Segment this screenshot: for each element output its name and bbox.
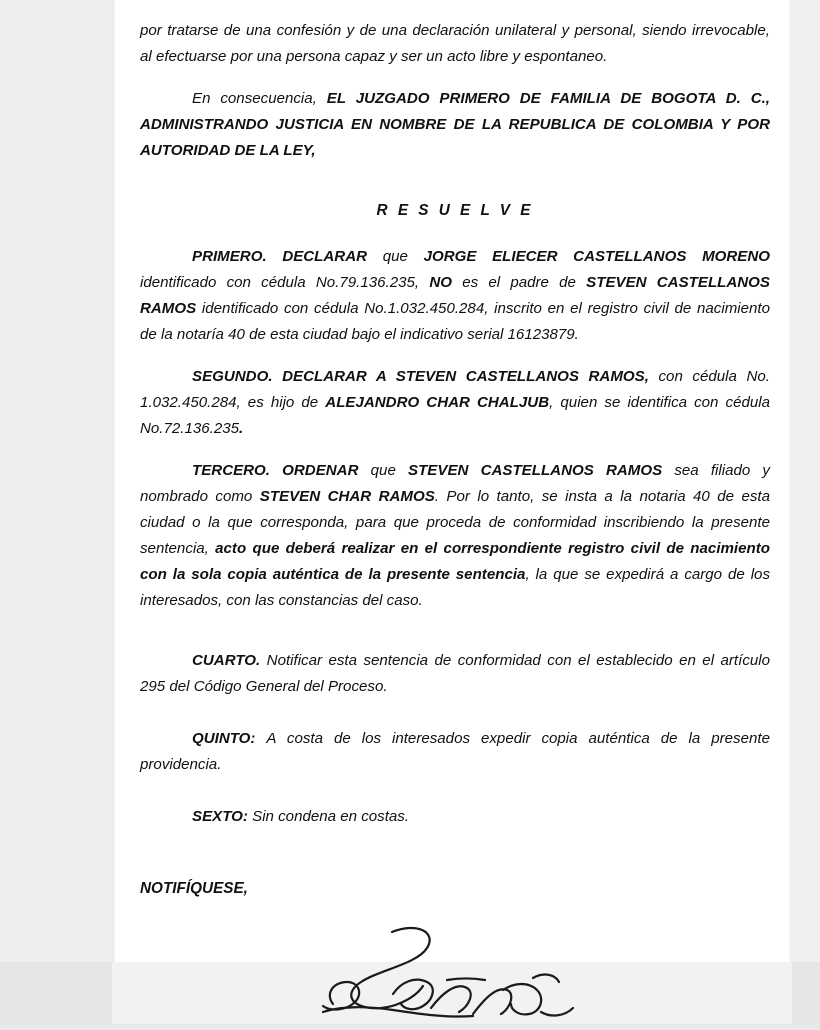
text-run: EL JUZGADO PRIMERO DE FAMILIA DE BOGOTA D. C., ADMINISTRANDO JUSTICIA EN NOMBRE DE LA REPUBLICA DE COLOMBIA Y POR AUTORIDAD DE LA LEY, [140,90,770,159]
text-run: PRIMERO. DECLARAR [192,248,383,265]
text-run: ALEJANDRO CHAR CHALJUB [325,394,550,411]
text-run: SEXTO: [192,808,253,825]
text-run: . Por lo tanto, se insta a la notaria 40 de esta ciudad o la que corresponda, para que proceda de conformidad inscribiendo la presente sentencia, [140,488,771,557]
text-run: por tratarse de una confesión y de una declaración unilateral y personal, siendo irrevocable, al efectuarse por una persona capaz y ser un acto libre y espontaneo. [140,22,770,65]
text-run: TERCERO. ORDENAR [192,462,371,479]
text-run: Notificar esta sentencia de conformidad con el establecido en el artículo 295 del Código General del Proceso. [140,652,771,695]
text-run: STEVEN CHAR RAMOS [259,488,435,505]
document-sheet [112,0,792,1024]
text-run: Sin condena en costas. [252,808,410,825]
paragraph-primero [140,244,770,348]
text-run: En consecuencia, [192,90,327,107]
text-run: , la que se expedirá a cargo de los interesados, con las constancias del caso. [140,566,770,609]
text-run: identificado con cédula No.79.136.235, [140,274,430,291]
paragraph-segundo [140,364,770,442]
text-run: es el padre de [462,274,587,291]
text-run: CUARTO. [192,652,267,669]
signature-area [112,930,792,1024]
paragraph-quinto [140,726,770,778]
scan-edge-shadow-left [112,0,116,1024]
text-run: sea filiado y nombrado como [140,462,770,505]
heading-resuelve: R E S U E L V E [376,202,534,219]
text-run: que [382,248,424,265]
paragraph-consecuencia [140,86,770,164]
text-run: STEVEN CASTELLANOS RAMOS [408,462,675,479]
text-run: . [239,420,244,437]
paragraph-sexto [140,804,770,830]
page-right-margin [792,0,820,1024]
closing-notifiquese: NOTIFÍQUESE, [140,880,248,897]
handwritten-signature-icon [297,920,597,1030]
text-run: QUINTO: [192,730,267,747]
text-run: NO [429,274,463,291]
paragraph-cuarto [140,648,770,700]
text-run: , quien se identifica con cédula No.72.136.235 [140,394,771,437]
paragraph-intro [140,18,770,70]
text-run: SEGUNDO. DECLARAR A STEVEN CASTELLANOS RAMOS, [192,368,659,385]
page-left-margin [0,0,112,1024]
paragraph-tercero [140,458,770,614]
document-body [140,18,770,902]
text-run: identificado con cédula No.1.032.450.284, inscrito en el registro civil de nacimiento de la notaría 40 de esta ciudad bajo el indicativo serial 16123879. [140,300,771,343]
text-run: A costa de los interesados expedir copia auténtica de la presente providencia. [140,730,770,773]
text-run: que [370,462,409,479]
text-run: STEVEN CASTELLANOS RAMOS [140,274,770,317]
text-run: acto que deberá realizar en el correspondiente registro civil de nacimiento con la sola copia auténtica de la presente sentencia [140,540,770,583]
scan-edge-shadow-right [788,0,792,1024]
text-run: con cédula No. 1.032.450.284, es hijo de [140,368,770,411]
text-run: JORGE ELIECER CASTELLANOS MORENO [423,248,770,265]
